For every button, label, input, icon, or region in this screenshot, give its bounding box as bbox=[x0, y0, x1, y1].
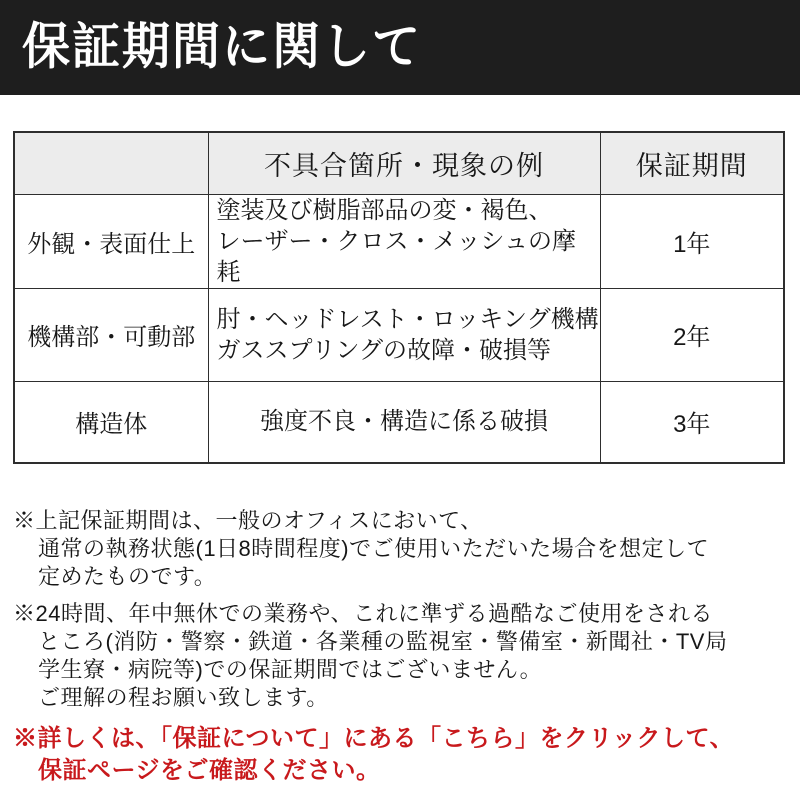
example-line: ガススプリングの故障・破損等 bbox=[216, 336, 552, 364]
examples-cell bbox=[208, 381, 600, 463]
warning-note-line: 保証ページをご確認ください。 bbox=[38, 757, 381, 784]
page-header-banner bbox=[0, 0, 800, 95]
category-cell: 外観・表面仕上 bbox=[14, 194, 208, 288]
note-line: 定めたものです。 bbox=[38, 564, 217, 589]
note-line: ※24時間、年中無休での業務や、これに準ずる過酷なご使用をされる bbox=[13, 601, 714, 626]
period-cell: 3年 bbox=[600, 381, 784, 463]
example-line: レーザー・クロス・メッシュの摩耗 bbox=[216, 227, 577, 286]
note-heavy-use bbox=[13, 600, 800, 712]
category-cell: 構造体 bbox=[14, 381, 208, 463]
notes-section bbox=[13, 507, 800, 787]
table-row-exterior bbox=[14, 194, 784, 288]
note-line: ※上記保証期間は、一般のオフィスにおいて、 bbox=[13, 508, 483, 533]
category-cell: 機構部・可動部 bbox=[14, 288, 208, 381]
note-line: 学生寮・病院等)での保証期間ではございません。 bbox=[38, 657, 543, 682]
warning-note-line: ※詳しくは、「保証について」にある「こちら」をクリックして、 bbox=[13, 725, 735, 752]
table-header-row bbox=[14, 132, 784, 194]
warning-note bbox=[13, 723, 800, 787]
table-header-period: 保証期間 bbox=[600, 132, 784, 194]
table-row-structure bbox=[14, 381, 784, 463]
note-line: ところ(消防・警察・鉄道・各業種の監視室・警備室・新聞社・TV局 bbox=[38, 629, 728, 654]
table-row-mechanism bbox=[14, 288, 784, 381]
examples-cell bbox=[208, 194, 600, 288]
note-line: 通常の執務状態(1日8時間程度)でご使用いただいた場合を想定して bbox=[38, 536, 710, 561]
example-line: 強度不良・構造に係る破損 bbox=[260, 408, 548, 436]
period-cell: 1年 bbox=[600, 194, 784, 288]
example-line: 塗装及び樹脂部品の変・褐色、 bbox=[216, 196, 553, 224]
table-header-empty-cell bbox=[14, 132, 208, 194]
examples-cell bbox=[208, 288, 600, 381]
table-header-examples: 不具合箇所・現象の例 bbox=[208, 132, 600, 194]
note-line: ご理解の程お願い致します。 bbox=[38, 685, 329, 710]
page-title: 保証期間に関して bbox=[22, 19, 423, 75]
period-cell: 2年 bbox=[600, 288, 784, 381]
note-office-use bbox=[13, 507, 800, 591]
warranty-table bbox=[13, 131, 785, 464]
example-line: 肘・ヘッドレスト・ロッキング機構 bbox=[216, 305, 599, 333]
